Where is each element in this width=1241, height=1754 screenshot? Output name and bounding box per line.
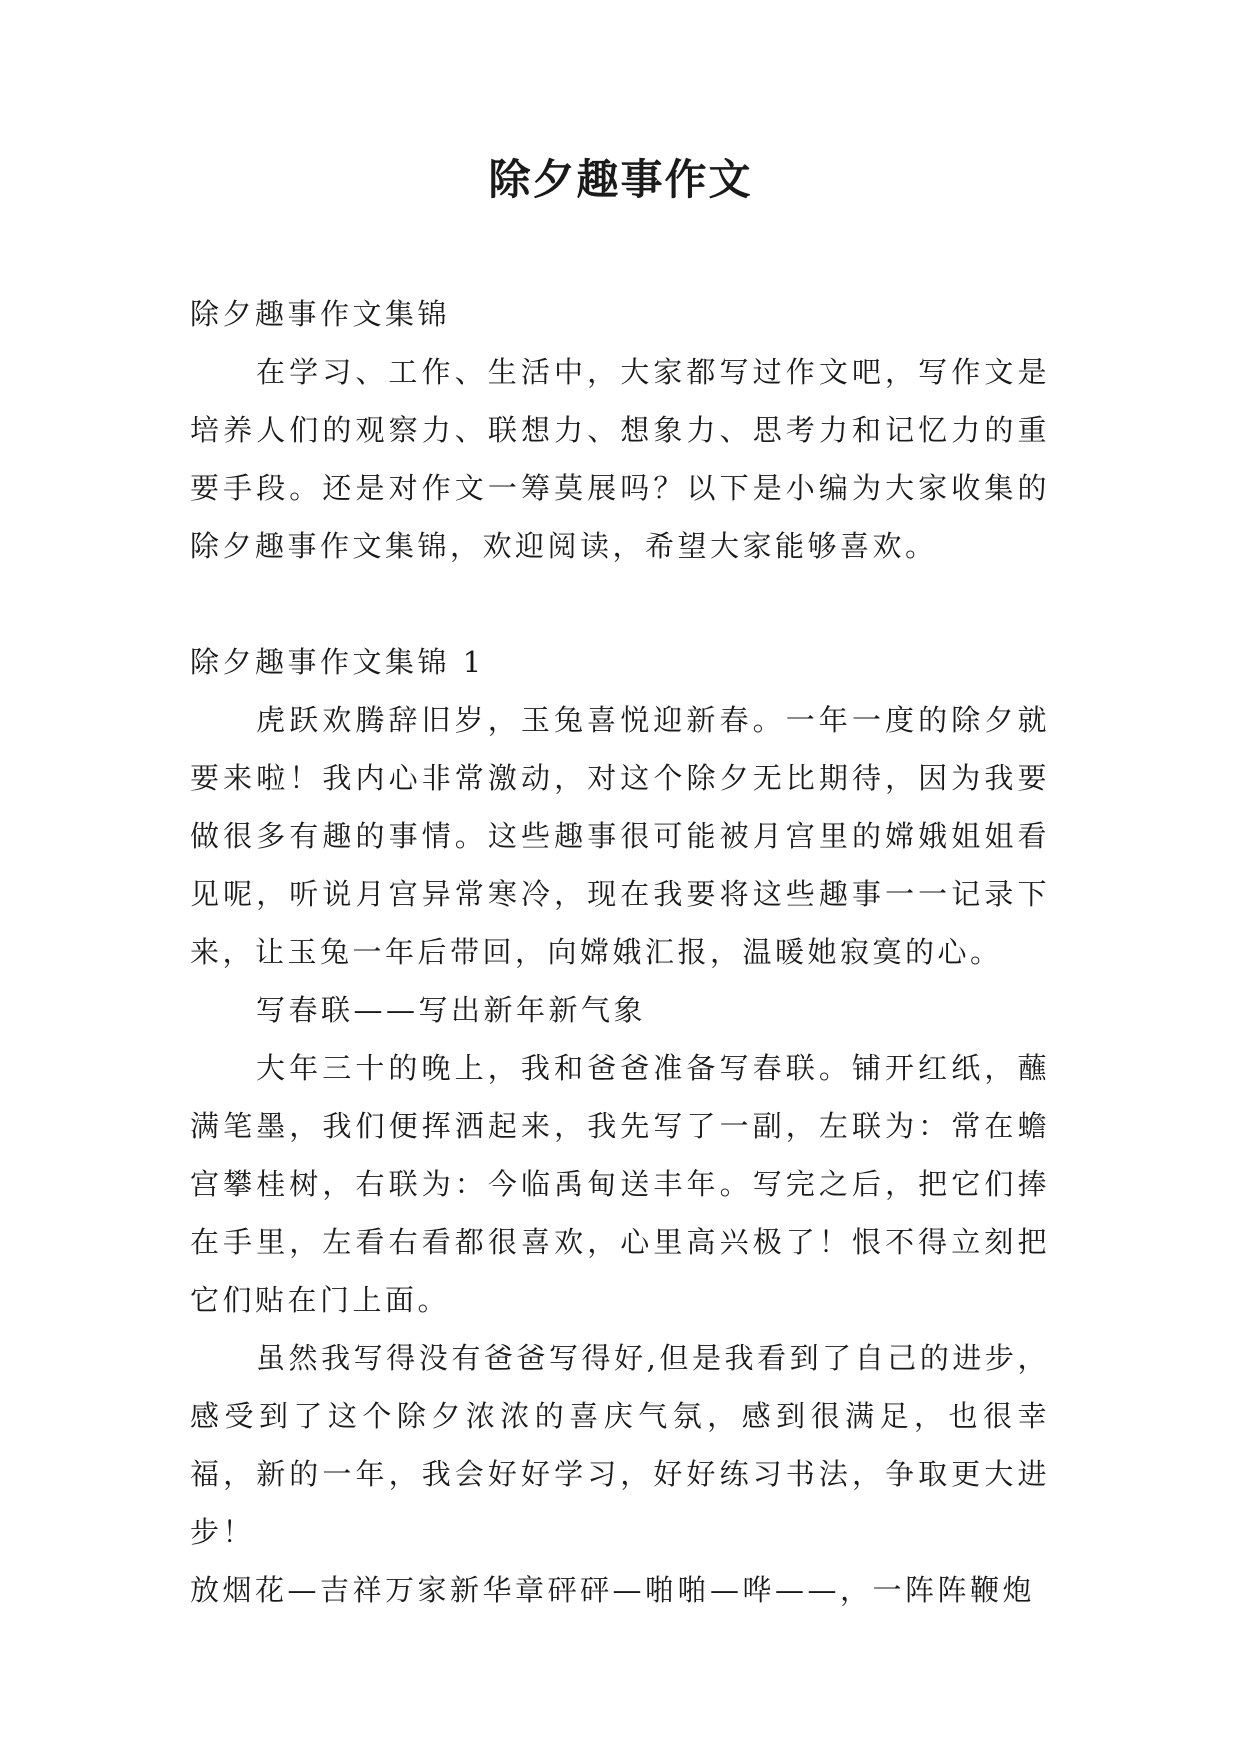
body-paragraph-2: 大年三十的晚上，我和爸爸准备写春联。铺开红纸，蘸满笔墨，我们便挥洒起来，我先写了一副，左联为：常在蟾宫攀桂树，右联为：今临禹甸送丰年。写完之后，把它们捧在手里，左看右看都很喜欢，心里高兴极了！恨不得立刻把它们贴在门上面。 <box>190 1051 1050 1317</box>
body-paragraph-4: 放烟花—吉祥万家新华章砰砰—啪啪—哗——，一阵阵鞭炮 <box>190 1573 1036 1607</box>
section-heading-1: 除夕趣事作文集锦 1 <box>190 645 485 679</box>
section-gap <box>190 575 1050 633</box>
subheading-couplets: 写春联——写出新年新气象 <box>256 993 647 1027</box>
body-paragraph-3: 虽然我写得没有爸爸写得好,但是我看到了自己的进步，感受到了这个除夕浓浓的喜庆气氛，感到很满足，也很幸福，新的一年，我会好好学习，好好练习书法，争取更大进步！ <box>190 1341 1050 1549</box>
document-body <box>190 285 1050 1619</box>
section-heading-intro: 除夕趣事作文集锦 <box>190 297 451 331</box>
intro-paragraph: 在学习、工作、生活中，大家都写过作文吧，写作文是培养人们的观察力、联想力、想象力、思考力和记忆力的重要手段。还是对作文一筹莫展吗？以下是小编为大家收集的除夕趣事作文集锦，欢迎阅读，希望大家能够喜欢。 <box>190 355 1050 563</box>
document-title: 除夕趣事作文 <box>488 155 753 204</box>
body-paragraph-1: 虎跃欢腾辞旧岁，玉兔喜悦迎新春。一年一度的除夕就要来啦！我内心非常激动，对这个除夕无比期待，因为我要做很多有趣的事情。这些趣事很可能被月宫里的嫦娥姐姐看见呢，听说月宫异常寒冷，现在我要将这些趣事一一记录下来，让玉兔一年后带回，向嫦娥汇报，温暖她寂寞的心。 <box>190 703 1050 969</box>
